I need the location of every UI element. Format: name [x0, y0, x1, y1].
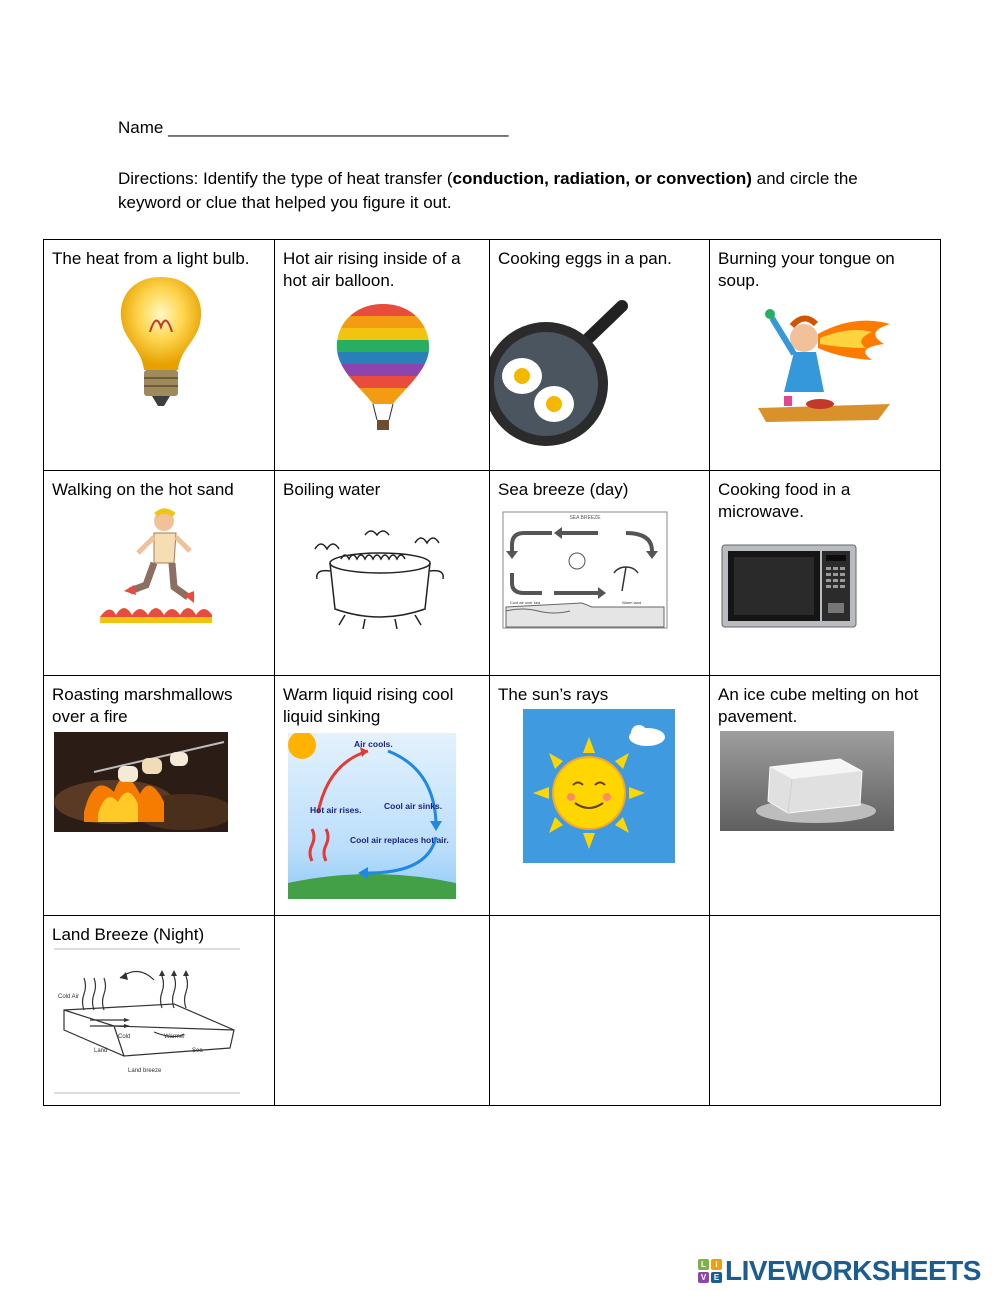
hot-sand-walker-icon: [100, 507, 220, 625]
sea-breeze-title: SEA BREEZE: [569, 515, 601, 521]
hot-air-balloon-icon: [333, 302, 433, 432]
sea-breeze-diagram: [502, 511, 668, 629]
name-line[interactable]: Name ____________________________________: [118, 118, 509, 137]
cell-microwave[interactable]: [710, 471, 941, 676]
cell-marshmallows[interactable]: [44, 676, 275, 916]
cell-empty[interactable]: [490, 916, 710, 1106]
cell-convection[interactable]: [275, 676, 490, 916]
label-land: Land: [94, 1048, 108, 1054]
cell-caption: The sun’s rays: [498, 685, 609, 704]
label-air-cools: Air cools.: [354, 739, 393, 749]
cell-frying-pan[interactable]: [490, 240, 710, 471]
logo-blocks-icon: [698, 1259, 722, 1283]
cell-sun[interactable]: [490, 676, 710, 916]
label-land-breeze: Land breeze: [128, 1068, 162, 1074]
land-breeze-diagram: [54, 948, 240, 1094]
cell-boiling-water[interactable]: [275, 471, 490, 676]
cell-caption: Land Breeze (Night): [52, 925, 205, 944]
logo-letter: E: [711, 1272, 722, 1283]
cell-caption: The heat from a light bulb.: [52, 249, 250, 268]
label-cool-air-replaces: Cool air replaces hot air.: [350, 835, 449, 845]
cell-caption: Roasting marshmallows over a fire: [52, 685, 233, 726]
cell-tongue-soup[interactable]: [710, 240, 941, 471]
logo-letter: I: [711, 1259, 722, 1270]
cell-caption: Cooking eggs in a pan.: [498, 249, 672, 268]
directions-keywords: conduction, radiation, or convection): [452, 169, 752, 188]
ice-cube-icon: [720, 731, 894, 831]
logo-text: LIVEWORKSHEETS: [725, 1255, 981, 1286]
cell-caption: Boiling water: [283, 480, 381, 499]
cell-ice-cube[interactable]: [710, 676, 941, 916]
label-warmer: Warmer: [164, 1034, 186, 1040]
cell-caption: Hot air rising inside of a hot air balloon.: [283, 249, 461, 290]
sea-breeze-warm-label: Warm land: [622, 600, 642, 605]
frying-pan-eggs-icon: [490, 298, 633, 448]
cell-hot-sand[interactable]: [44, 471, 275, 676]
label-cold-air: Cold Air: [58, 994, 80, 1000]
directions-prefix: Directions: Identify the type of heat transfer (: [118, 169, 453, 188]
liveworksheets-logo[interactable]: [698, 1255, 981, 1287]
label-cool-air-sinks: Cool air sinks.: [384, 801, 443, 811]
sea-breeze-cool-label: Cool air over sea: [510, 600, 541, 605]
burned-tongue-icon: [754, 304, 894, 424]
cell-caption: Cooking food in a microwave.: [718, 480, 851, 521]
label-hot-air-rises: Hot air rises.: [310, 805, 362, 815]
convection-diagram: [288, 733, 456, 899]
cell-caption: An ice cube melting on hot pavement.: [718, 685, 919, 726]
cell-empty[interactable]: [710, 916, 941, 1106]
cell-caption: Warm liquid rising cool liquid sinking: [283, 685, 454, 726]
cell-light-bulb[interactable]: [44, 240, 275, 471]
cell-sea-breeze[interactable]: [490, 471, 710, 676]
sun-icon: [523, 709, 675, 863]
heat-transfer-table: [43, 239, 941, 1106]
cell-land-breeze[interactable]: [44, 916, 275, 1106]
cell-caption: Burning your tongue on soup.: [718, 249, 895, 290]
boiling-pot-icon: [305, 529, 455, 629]
cell-empty[interactable]: [275, 916, 490, 1106]
logo-letter: L: [698, 1259, 709, 1270]
cell-caption: Walking on the hot sand: [52, 480, 234, 499]
label-cold: Cold: [118, 1034, 131, 1040]
directions-suffix: and circle the keyword or clue that helped you figure it out.: [118, 169, 858, 212]
cell-hot-air-balloon[interactable]: [275, 240, 490, 471]
directions: [118, 167, 888, 215]
label-sea: Sea: [192, 1048, 203, 1054]
logo-letter: V: [698, 1272, 709, 1283]
marshmallow-fire-icon: [54, 732, 228, 832]
cell-caption: Sea breeze (day): [498, 480, 629, 499]
microwave-icon: [720, 543, 858, 633]
light-bulb-icon: [106, 272, 216, 412]
